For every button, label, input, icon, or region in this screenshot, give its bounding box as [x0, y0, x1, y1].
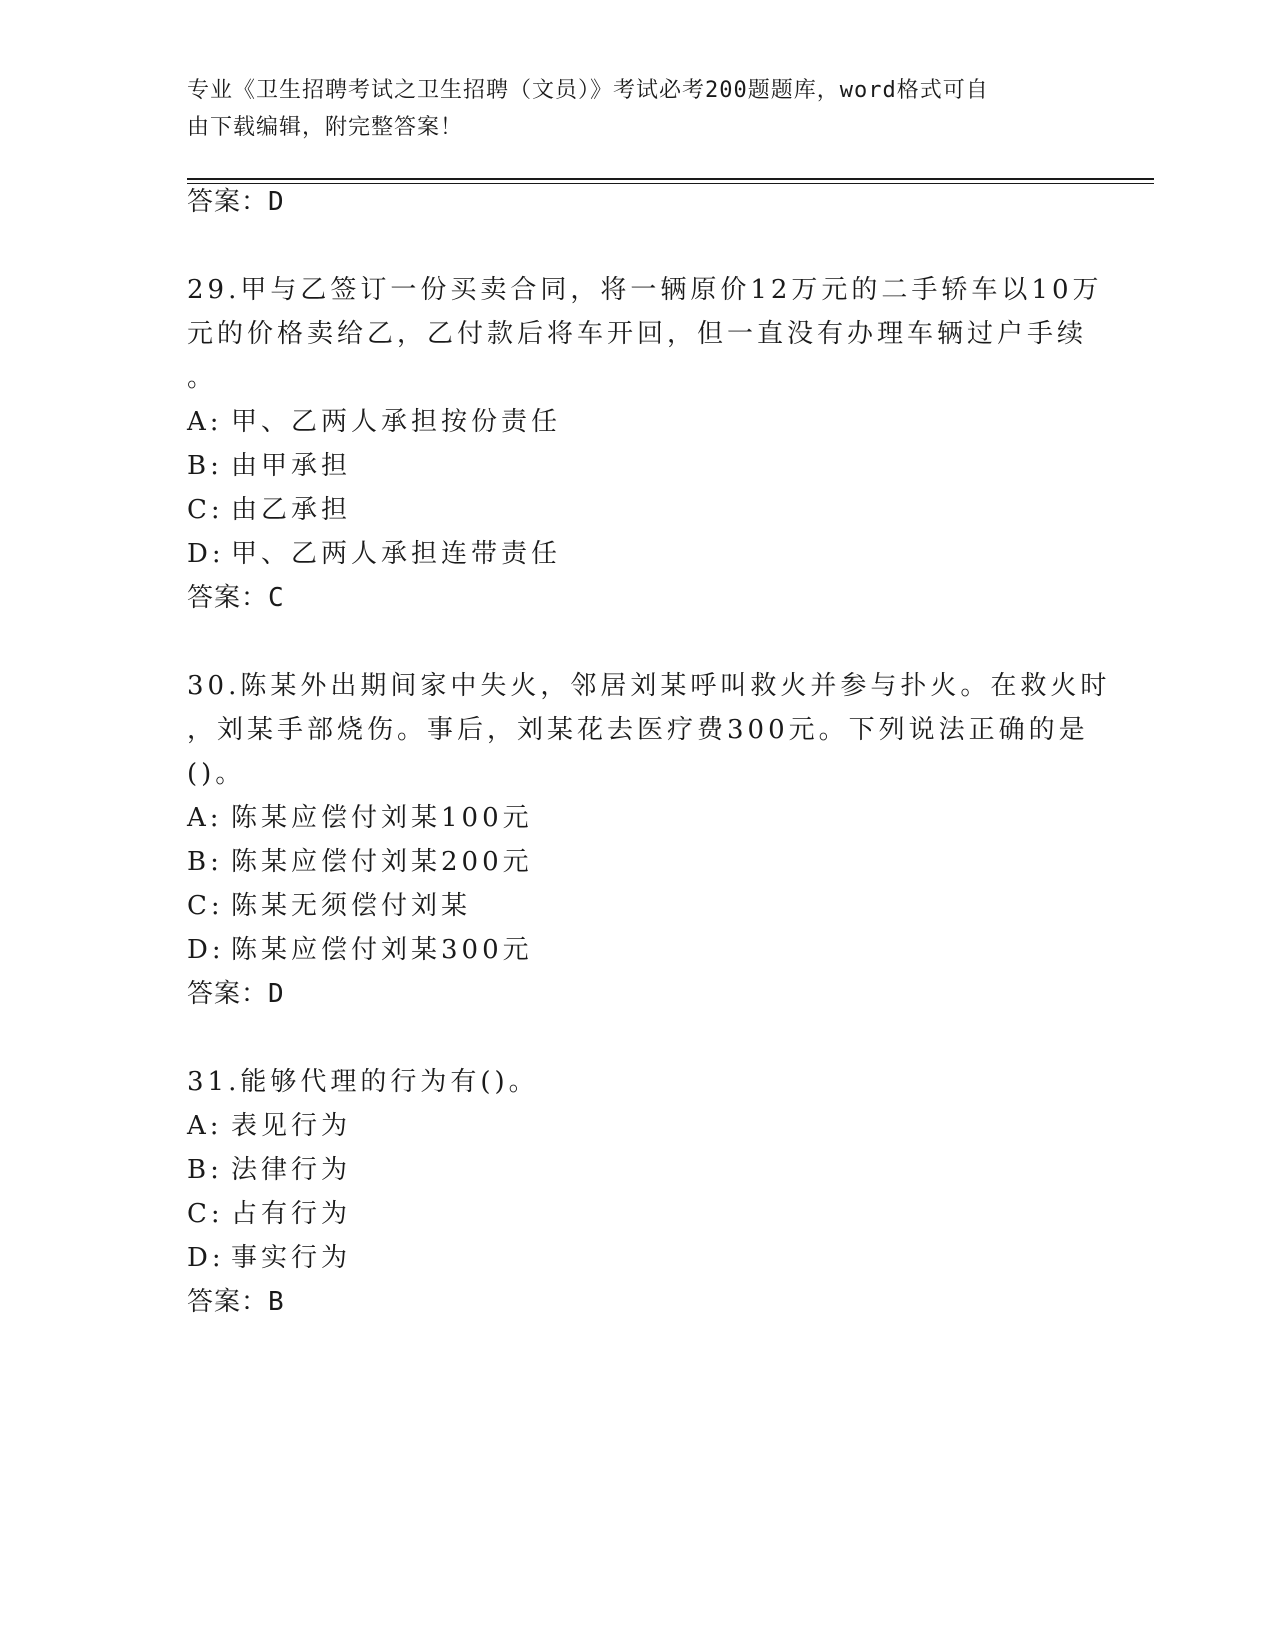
q31-stem-line-1: 31.能够代理的行为有()。 — [187, 1067, 539, 1097]
option-text: 占有行为 — [231, 1199, 352, 1229]
option-letter: B: — [187, 847, 223, 877]
option-text: 陈某应偿付刘某200元 — [231, 847, 533, 877]
option-text: 由甲承担 — [231, 451, 352, 481]
option-letter: D: — [187, 1243, 225, 1273]
option-text: 甲、乙两人承担按份责任 — [231, 407, 562, 437]
q29-option-a — [187, 404, 561, 440]
q30-stem-line-3: ()。 — [187, 759, 246, 789]
header-divider-thin — [187, 183, 1154, 184]
option-text: 陈某无须偿付刘某 — [231, 891, 472, 921]
q31-option-c — [187, 1196, 351, 1232]
option-letter: D: — [187, 935, 225, 965]
option-letter: A: — [187, 407, 223, 437]
q31-option-b — [187, 1152, 351, 1188]
option-text: 陈某应偿付刘某300元 — [231, 935, 533, 965]
option-letter: C: — [187, 495, 224, 525]
q30-option-a — [187, 800, 533, 836]
option-letter: B: — [187, 1155, 223, 1185]
q30-option-d — [187, 932, 533, 968]
option-text: 表见行为 — [231, 1111, 352, 1141]
q29-option-b — [187, 448, 351, 484]
option-text: 甲、乙两人承担连带责任 — [231, 539, 562, 569]
q29-stem-line-2: 元的价格卖给乙，乙付款后将车开回，但一直没有办理车辆过户手续 — [187, 319, 1088, 349]
q31-answer: 答案：B — [187, 1287, 285, 1317]
q29-stem-line-3: 。 — [187, 363, 218, 393]
previous-answer: 答案：D — [187, 187, 285, 217]
option-letter: A: — [187, 1111, 223, 1141]
q29-option-c — [187, 492, 351, 528]
option-text: 陈某应偿付刘某100元 — [231, 803, 533, 833]
option-text: 由乙承担 — [231, 495, 352, 525]
q31-option-a — [187, 1108, 351, 1144]
option-text: 法律行为 — [231, 1155, 352, 1185]
header-divider-thick — [187, 178, 1154, 180]
option-letter: C: — [187, 891, 224, 921]
document-header — [187, 72, 1067, 146]
option-letter: B: — [187, 451, 223, 481]
header-line-2: 由下载编辑，附完整答案！ — [187, 115, 464, 140]
header-line-1: 专业《卫生招聘考试之卫生招聘（文员）》考试必考200题题库，word格式可自 — [187, 78, 989, 103]
q29-option-d — [187, 536, 561, 572]
q29-stem-line-1: 29.甲与乙签订一份买卖合同，将一辆原价12万元的二手轿车以10万 — [187, 275, 1103, 305]
q30-stem-line-2: ，刘某手部烧伤。事后，刘某花去医疗费300元。下列说法正确的是 — [187, 715, 1089, 745]
q30-option-c — [187, 888, 471, 924]
option-letter: A: — [187, 803, 223, 833]
q29-answer: 答案：C — [187, 583, 285, 613]
option-letter: C: — [187, 1199, 224, 1229]
q30-stem-line-1: 30.陈某外出期间家中失火，邻居刘某呼叫救火并参与扑火。在救火时 — [187, 671, 1111, 701]
q30-option-b — [187, 844, 533, 880]
q30-answer: 答案：D — [187, 979, 285, 1009]
q31-option-d — [187, 1240, 351, 1276]
option-text: 事实行为 — [231, 1243, 352, 1273]
option-letter: D: — [187, 539, 225, 569]
